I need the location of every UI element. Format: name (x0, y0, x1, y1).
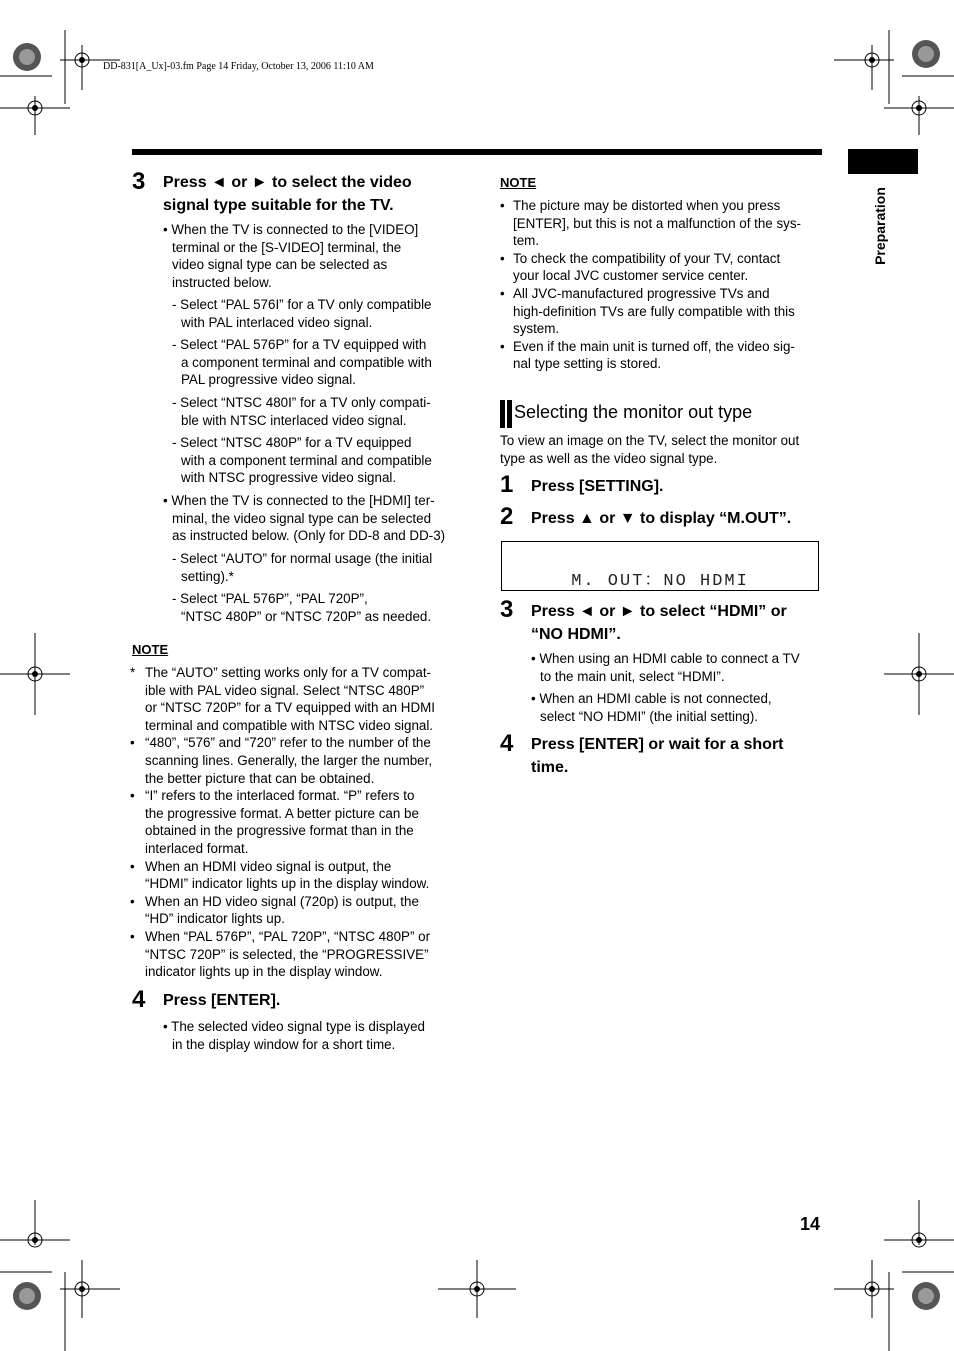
section-tab-label: Preparation (872, 187, 888, 265)
step-title: Press ◄ or ► to select “HDMI” or “NO HDMI”. (531, 603, 787, 643)
step-title: Press [ENTER]. (163, 992, 281, 1009)
dash-item: - Select “PAL 576P” for a TV equipped with a component terminal and compatible with PAL progressive video signal. (172, 337, 432, 388)
step-title: Press [SETTING]. (531, 478, 664, 495)
step-number: 3 (500, 596, 514, 623)
step-number: 3 (132, 168, 146, 195)
dash-item: - Select “NTSC 480I” for a TV only compati- ble with NTSC interlaced video signal. (172, 395, 431, 428)
step-number: 1 (500, 471, 514, 498)
step-title: Press [ENTER] or wait for a short time. (531, 736, 784, 776)
step-number: 2 (500, 503, 514, 530)
note-list: • The picture may be distorted when you press [ENTER], but this is not a malfunction of the sys- tem. • To check the compatibility of your TV, contact your local JVC customer service center. • All JVC-manufactured progressive TVs and high-definition TVs are fully compatible with this system. • Even if the main unit is turned off, the video sig- nal type setting is stored. (500, 198, 802, 372)
bullet-text: • The selected video signal type is displayed in the display window for a short time. (163, 1019, 425, 1052)
note-list: * The “AUTO” setting works only for a TV compat- ible with PAL video signal. Select “NTSC 480P” or “NTSC 720P” for a TV equipped with an HDMI terminal and compatible with NTSC video signal. • “480”, “576” and “720” refer to the number of the scanning lines. Generally, the larger the number, the better picture that can be obtained. • “I” refers to the interlaced format. “P” refers to the progressive format. A better picture can be obtained in the progressive format than in the interlaced format. • When an HDMI video signal is output, the “HDMI” indicator lights up in the display window. • When an HD video signal (720p) is output, the “HD” indicator lights up. • When “PAL 576P”, “PAL 720P”, “NTSC 480P” or “NTSC 720P” is selected, the “PROGRESSIVE” indicator lights up in the display window. (130, 665, 436, 980)
step-title: Press ▲ or ▼ to display “M.OUT”. (531, 510, 792, 527)
dash-item: - Select “PAL 576I” for a TV only compatible with PAL interlaced video signal. (172, 297, 432, 330)
top-rule (132, 149, 822, 155)
step-title: Press ◄ or ► to select the video signal type suitable for the TV. (163, 174, 412, 214)
bullet-text: • When an HDMI cable is not connected, select “NO HDMI” (the initial setting). (531, 691, 772, 724)
section-heading-bar (500, 400, 512, 428)
display-window (501, 541, 819, 591)
step-number: 4 (132, 986, 146, 1013)
bullet-text: • When using an HDMI cable to connect a TV to the main unit, select “HDMI”. (531, 651, 800, 684)
step-number: 4 (500, 730, 514, 757)
note-heading: NOTE (500, 175, 537, 190)
note-heading: NOTE (132, 642, 169, 657)
dash-item: - Select “AUTO” for normal usage (the initial setting).* (172, 551, 433, 584)
dash-item: - Select “PAL 576P”, “PAL 720P”, “NTSC 480P” or “NTSC 720P” as needed. (172, 591, 432, 624)
bullet-text: • When the TV is connected to the [VIDEO] terminal or the [S-VIDEO] terminal, the video signal type can be selected as instructed below. (163, 222, 419, 290)
section-tab (848, 149, 918, 174)
dash-item: - Select “NTSC 480P” for a TV equipped with a component terminal and compatible with NTSC progressive video signal. (172, 435, 432, 486)
file-header: DD-831[A_Ux]-03.fm Page 14 Friday, October 13, 2006 11:10 AM (103, 61, 374, 72)
section-intro: To view an image on the TV, select the monitor out type as well as the video signal type. (500, 433, 800, 466)
bullet-text: • When the TV is connected to the [HDMI] ter- minal, the video signal type can be selected as instructed below. (Only for DD-8 and DD-3) (163, 493, 446, 544)
page-number: 14 (800, 1214, 821, 1234)
display-text: M. OUT：NO HDMI (571, 572, 749, 591)
